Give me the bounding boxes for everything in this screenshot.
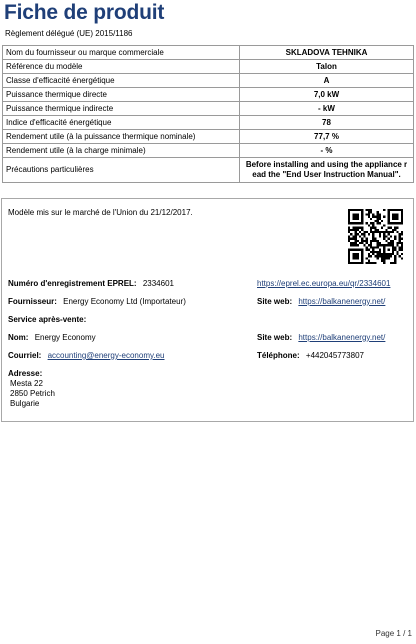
email-label: Courriel: — [8, 351, 42, 360]
page-title: Fiche de produit — [4, 1, 165, 24]
spec-value: SKLADOVA TEHNIKA — [240, 46, 414, 60]
service-name-label: Nom: — [8, 333, 29, 342]
spec-row — [3, 102, 414, 116]
spec-label: Puissance thermique directe — [3, 88, 240, 102]
spec-label: Rendement utile (à la puissance thermique nominale) — [3, 130, 240, 144]
spec-row — [3, 60, 414, 74]
service-name-value: Energy Economy — [34, 333, 96, 342]
spec-label: Référence du modèle — [3, 60, 240, 74]
spec-row — [3, 88, 414, 102]
address-line-3: Bulgarie — [10, 399, 40, 408]
market-date-text: Modèle mis sur le marché de l'Union du 21/12/2017. — [8, 208, 193, 217]
spec-label: Indice d'efficacité énergétique — [3, 116, 240, 130]
spec-row — [3, 46, 414, 60]
spec-label: Rendement utile (à la charge minimale) — [3, 144, 240, 158]
page-number: Page 1 / 1 — [375, 629, 412, 638]
address-line-1: Mesta 22 — [10, 379, 43, 388]
spec-row — [3, 158, 414, 183]
service-website-link[interactable]: https://balkanenergy.net/ — [298, 333, 386, 342]
website-label: Site web: — [257, 297, 293, 306]
service-website-label: Site web: — [257, 333, 293, 342]
spec-value: 77,7 % — [240, 130, 414, 144]
supplier-label: Fournisseur: — [8, 297, 57, 306]
qr-code-image[interactable] — [348, 209, 403, 264]
spec-label: Nom du fournisseur ou marque commerciale — [3, 46, 240, 60]
spec-label: Classe d'efficacité énergétique — [3, 74, 240, 88]
product-info-panel — [1, 198, 414, 422]
spec-row — [3, 116, 414, 130]
email-link[interactable]: accounting@energy-economy.eu — [47, 351, 165, 360]
regulation-reference: Règlement délégué (UE) 2015/1186 — [5, 29, 133, 38]
address-label: Adresse: — [8, 369, 43, 378]
spec-row — [3, 74, 414, 88]
service-heading: Service après-vente: — [8, 315, 87, 324]
spec-label: Précautions particulières — [3, 158, 240, 183]
eprel-link[interactable]: https://eprel.ec.europa.eu/qr/2334601 — [257, 279, 391, 288]
phone-value: +442045773807 — [305, 351, 364, 360]
registration-number: 2334601 — [142, 279, 174, 288]
product-spec-table — [2, 45, 414, 183]
spec-value: 7,0 kW — [240, 88, 414, 102]
phone-label: Téléphone: — [257, 351, 300, 360]
registration-label: Numéro d'enregistrement EPREL: — [8, 279, 137, 288]
spec-value: A — [240, 74, 414, 88]
spec-value: - % — [240, 144, 414, 158]
spec-value: - kW — [240, 102, 414, 116]
spec-label: Puissance thermique indirecte — [3, 102, 240, 116]
website-link[interactable]: https://balkanenergy.net/ — [298, 297, 386, 306]
spec-value: Before installing and using the appliance r ead the "End User Instruction Manual". — [240, 158, 414, 183]
spec-value: Talon — [240, 60, 414, 74]
spec-row — [3, 130, 414, 144]
spec-row — [3, 144, 414, 158]
address-line-2: 2850 Petrich — [10, 389, 55, 398]
supplier-value: Energy Economy Ltd (Importateur) — [63, 297, 186, 306]
spec-value: 78 — [240, 116, 414, 130]
